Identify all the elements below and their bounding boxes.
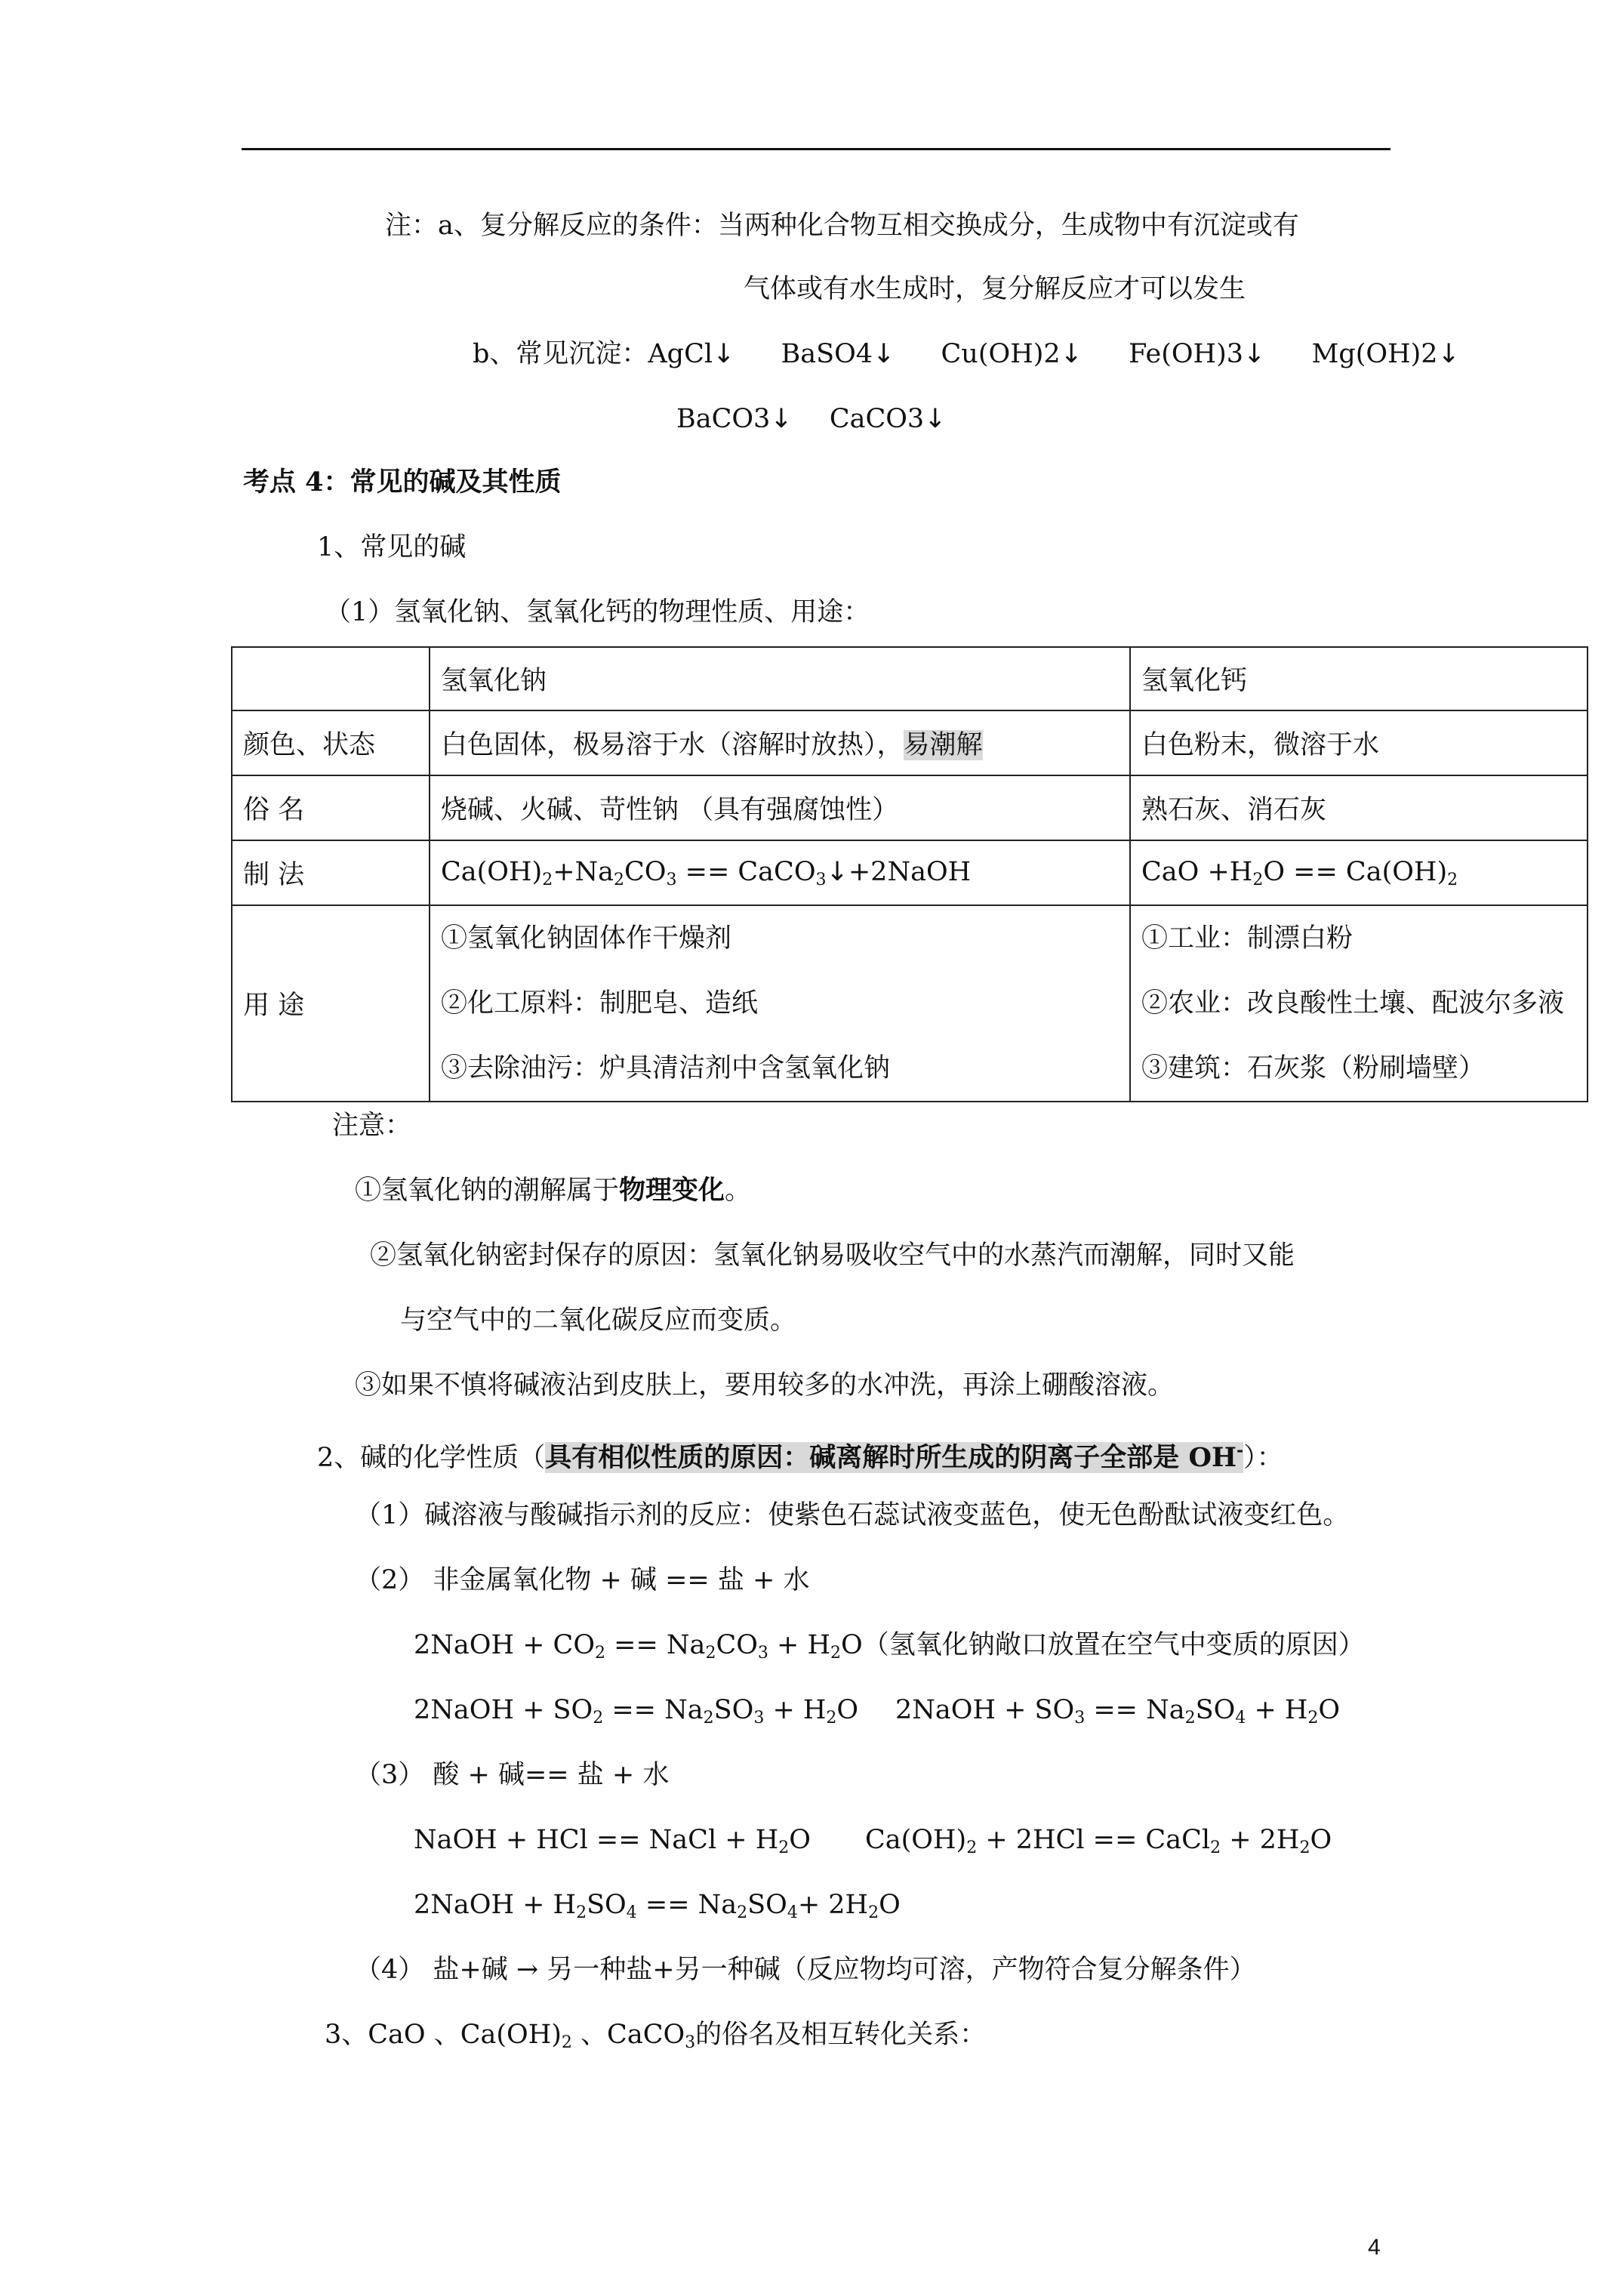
use-item: ①氢氧化钠固体作干燥剂 [441,923,732,954]
equation-naoh-co2: 2NaOH + $CO_2 == Na_2CO_3 + H_2O$（氢氧化钠敞口放置在空气中变质的原因） [414,1630,1365,1663]
superscript: - [1236,1441,1244,1460]
table-cell: 熟石灰、消石灰 [1130,775,1588,840]
equation-note: （氢氧化钠敞口放置在空气中变质的原因） [862,1630,1365,1660]
use-item: ③建筑：石灰浆（粉刷墙壁） [1141,1053,1486,1083]
table-cell: 白色粉末，微溶于水 [1130,710,1588,775]
properties-table [231,646,1588,1102]
row-label: 俗 名 [232,775,430,840]
caoh-preparation-equation: CaO $+H_2O == Ca(OH)_2$ [1130,840,1588,905]
equation-caoh2-hcl: $Ca(OH)_2 + 2HCl$ == CaCl$_2$ + $2H_2O$ [865,1825,1332,1857]
subsection-2-prefix: 2、碱的化学性质（ [317,1443,546,1473]
naoh-preparation-equation: $Ca(OH)_2+Na_2CO_3$ == CaCO$_3$↓+2NaOH [430,840,1130,905]
note-b-line1 [473,337,1460,371]
subsection-2-suffix: ）： [1243,1443,1283,1473]
page-number: 4 [1368,2235,1381,2260]
note-b-line2 [676,402,947,436]
down-arrow-icon: ↓ [873,339,895,369]
note-a-line1: 注：a、复分解反应的条件：当两种化合物互相交换成分，生成物中有沉淀或有 [385,211,1299,241]
table-cell: 烧碱、火碱、苛性钠 （具有强腐蚀性） [430,775,1130,840]
highlighted-text: 易潮解 [903,730,983,760]
subsection-3: 3、CaO 、$Ca(OH)_2$ 、CaCO$_3$的俗名及相互转化关系： [325,2020,987,2052]
subsection-1-1: （1）氢氧化钠、氢氧化钙的物理性质、用途： [325,597,870,627]
table-cell [430,905,1130,1102]
table-row [232,710,1588,775]
down-arrow-icon: ↓ [1060,339,1083,369]
note-b-prefix: b、常见沉淀： [473,339,648,369]
subsection-3-suffix: 的俗名及相互转化关系： [695,2020,987,2050]
table-header-row [232,647,1588,710]
equation-naoh-h2so4: 2NaOH + $H_2SO_4 == Na_2SO_4+ 2H_2O$ [414,1890,901,1922]
use-item: ②化工原料：制肥皂、造纸 [441,988,759,1019]
use-item: ②农业：改良酸性土壤、配波尔多液 [1141,988,1565,1019]
down-arrow-icon: ↓ [1437,339,1460,369]
equation-naoh-so2: 2NaOH + $SO_2 == Na_2SO_3 + H_2O$ [414,1695,859,1727]
use-item: ③去除油污：炉具清洁剂中含氢氧化钠 [441,1053,891,1083]
down-arrow-icon: ↓ [1243,339,1266,369]
note-text: 。 [725,1176,752,1206]
table-header-cell [232,647,430,710]
precipitate-agcl: AgCl [648,339,713,369]
down-arrow-icon: ↓ [924,404,947,434]
row-label: 颜色、状态 [232,710,430,775]
header-rule [242,148,1390,150]
use-item: ①工业：制漂白粉 [1141,923,1354,954]
note-a-line2: 气体或有水生成时，复分解反应才可以发生 [744,274,1246,304]
table-row [232,905,1588,1102]
down-arrow-icon: ↓ [713,339,735,369]
table-cell [430,710,1130,775]
chem-property-3: （3） 酸 + 碱== 盐 + 水 [355,1760,670,1790]
row-label: 用 途 [232,905,430,1102]
highlighted-text [545,1442,1243,1473]
precipitate-feoh3: Fe(OH)3 [1129,339,1244,369]
table-cell [1130,905,1588,1102]
precipitate-mgoh2: Mg(OH)2 [1311,339,1438,369]
chem-property-2: （2） 非金属氧化物 + 碱 == 盐 + 水 [355,1565,810,1595]
down-arrow-icon: ↓ [770,404,793,434]
note-text: ①氢氧化钠的潮解属于 [355,1176,620,1206]
subsection-2 [317,1433,1283,1475]
precipitate-cuoh2: Cu(OH)2 [941,339,1061,369]
precipitate-caco3: CaCO3 [829,404,925,434]
attention-note-2-line1: ②氢氧化钠密封保存的原因：氢氧化钠易吸收空气中的水蒸汽而潮解，同时又能 [370,1240,1295,1271]
equation-naoh-hcl: NaOH + HCl == NaCl + $H_2O$ [414,1825,811,1857]
attention-note-1 [355,1173,751,1208]
row-label: 制 法 [232,840,430,905]
table-header-cell: 氢氧化钠 [430,647,1130,710]
cell-text: 白色固体，极易溶于水（溶解时放热）， [441,730,904,760]
attention-title: 注意： [332,1111,412,1141]
chem-property-4: （4） 盐+碱 → 另一种盐+另一种碱（反应物均可溶，产物符合复分解条件） [355,1955,1256,1985]
table-row [232,840,1588,905]
highlighted-reason: 具有相似性质的原因：碱离解时所生成的阴离子全部是 OH [545,1442,1237,1473]
bold-term: 物理变化 [619,1175,725,1206]
precipitate-baso4: BaSO4 [781,339,873,369]
subsection-1: 1、常见的碱 [317,532,467,562]
chem-property-1: （1）碱溶液与酸碱指示剂的反应：使紫色石蕊试液变蓝色，使无色酚酞试液变红色。 [355,1500,1350,1530]
table-row [232,775,1588,840]
equation-naoh-so3: 2NaOH + $SO_3 == Na_2SO_4 + H_2O$ [895,1695,1341,1727]
down-arrow-icon: ↓ [826,856,848,887]
precipitate-baco3: BaCO3 [676,404,771,434]
section-title: 考点 4：常见的碱及其性质 [243,467,562,498]
table-header-cell: 氢氧化钙 [1130,647,1588,710]
attention-note-3: ③如果不慎将碱液沾到皮肤上，要用较多的水冲洗，再涂上硼酸溶液。 [355,1370,1175,1401]
attention-note-2-line2: 与空气中的二氧化碳反应而变质。 [400,1305,797,1336]
